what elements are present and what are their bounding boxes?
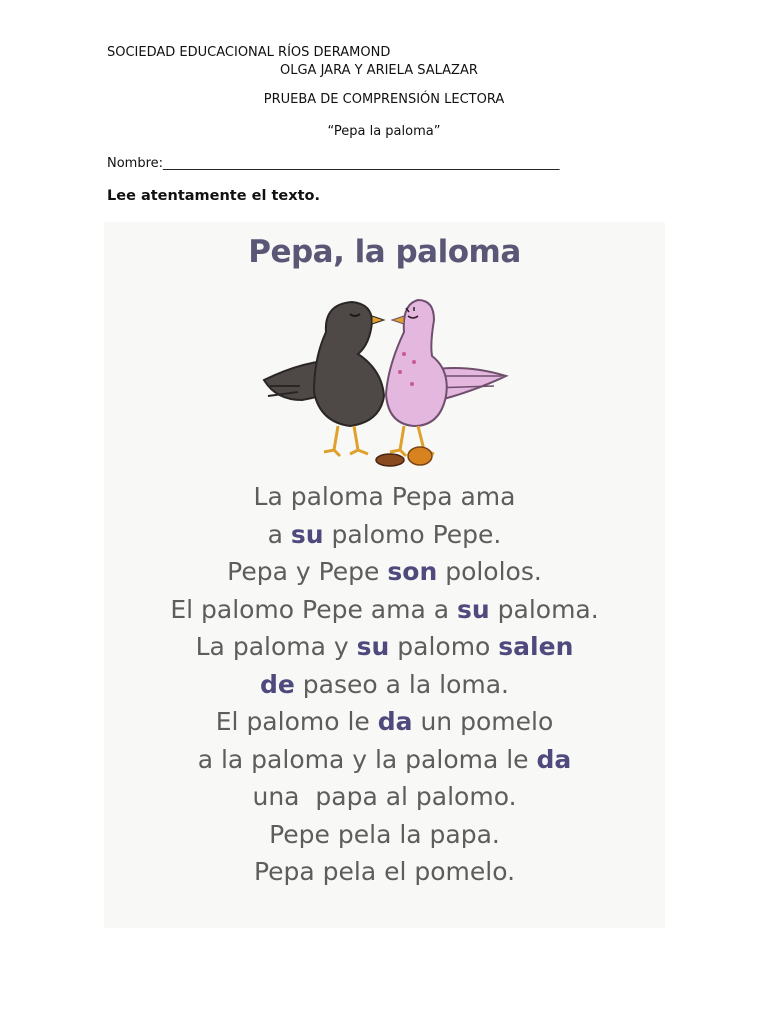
test-title: PRUEBA DE COMPRENSIÓN LECTORA: [263, 92, 505, 107]
story-line: [104, 482, 665, 512]
story-text-segment: paseo a la loma.: [294, 669, 509, 699]
story-line: [104, 820, 665, 850]
story-text-segment: La paloma y: [195, 632, 357, 661]
story-line: [104, 557, 665, 587]
story-text-segment: La paloma Pepa ama: [253, 482, 516, 511]
story-line: [104, 595, 665, 625]
story-card: [104, 222, 665, 928]
story-text-segment: Pepe pela la papa.: [269, 819, 500, 849]
highlighted-word: son: [387, 557, 438, 586]
highlighted-word: su: [356, 632, 390, 661]
story-text-segment: Pepa pela el pomelo.: [253, 857, 516, 886]
story-line: [104, 520, 665, 550]
teacher-names: OLGA JARA Y ARIELA SALAZAR: [280, 63, 478, 78]
story-text-segment: una papa al palomo.: [252, 782, 517, 811]
highlighted-word: de: [260, 669, 295, 699]
highlighted-word: su: [457, 594, 490, 624]
story-line: [104, 632, 665, 662]
highlighted-word: da: [377, 707, 413, 736]
story-text-segment: palomo: [389, 632, 499, 661]
story-text-segment: a la paloma y la paloma le: [197, 744, 537, 774]
story-text-segment: El palomo Pepe ama a: [170, 594, 457, 624]
story-text-segment: un pomelo: [412, 707, 554, 736]
story-line: [104, 857, 665, 887]
story-text-segment: pololos.: [437, 557, 542, 586]
story-title: Pepa, la paloma: [248, 234, 521, 270]
two-doves-icon: [254, 296, 514, 472]
story-line: [104, 670, 665, 700]
story-text-segment: paloma.: [489, 594, 599, 624]
story-text-segment: Pepa y Pepe: [227, 557, 388, 586]
story-line: [104, 782, 665, 812]
story-text-segment: a: [267, 519, 291, 549]
story-quote-title: “Pepa la paloma”: [327, 124, 441, 139]
highlighted-word: su: [290, 519, 324, 549]
name-field[interactable]: Nombre:_____________________________________________________________: [107, 156, 560, 171]
highlighted-word: salen: [498, 632, 574, 661]
story-line: [104, 707, 665, 737]
story-line: [104, 745, 665, 775]
school-name: SOCIEDAD EDUCACIONAL RÍOS DERAMOND: [107, 45, 391, 60]
instruction: Lee atentamente el texto.: [107, 188, 320, 204]
highlighted-word: da: [536, 744, 572, 774]
story-text-segment: palomo Pepe.: [323, 519, 502, 549]
story-text-segment: El palomo le: [215, 707, 378, 736]
